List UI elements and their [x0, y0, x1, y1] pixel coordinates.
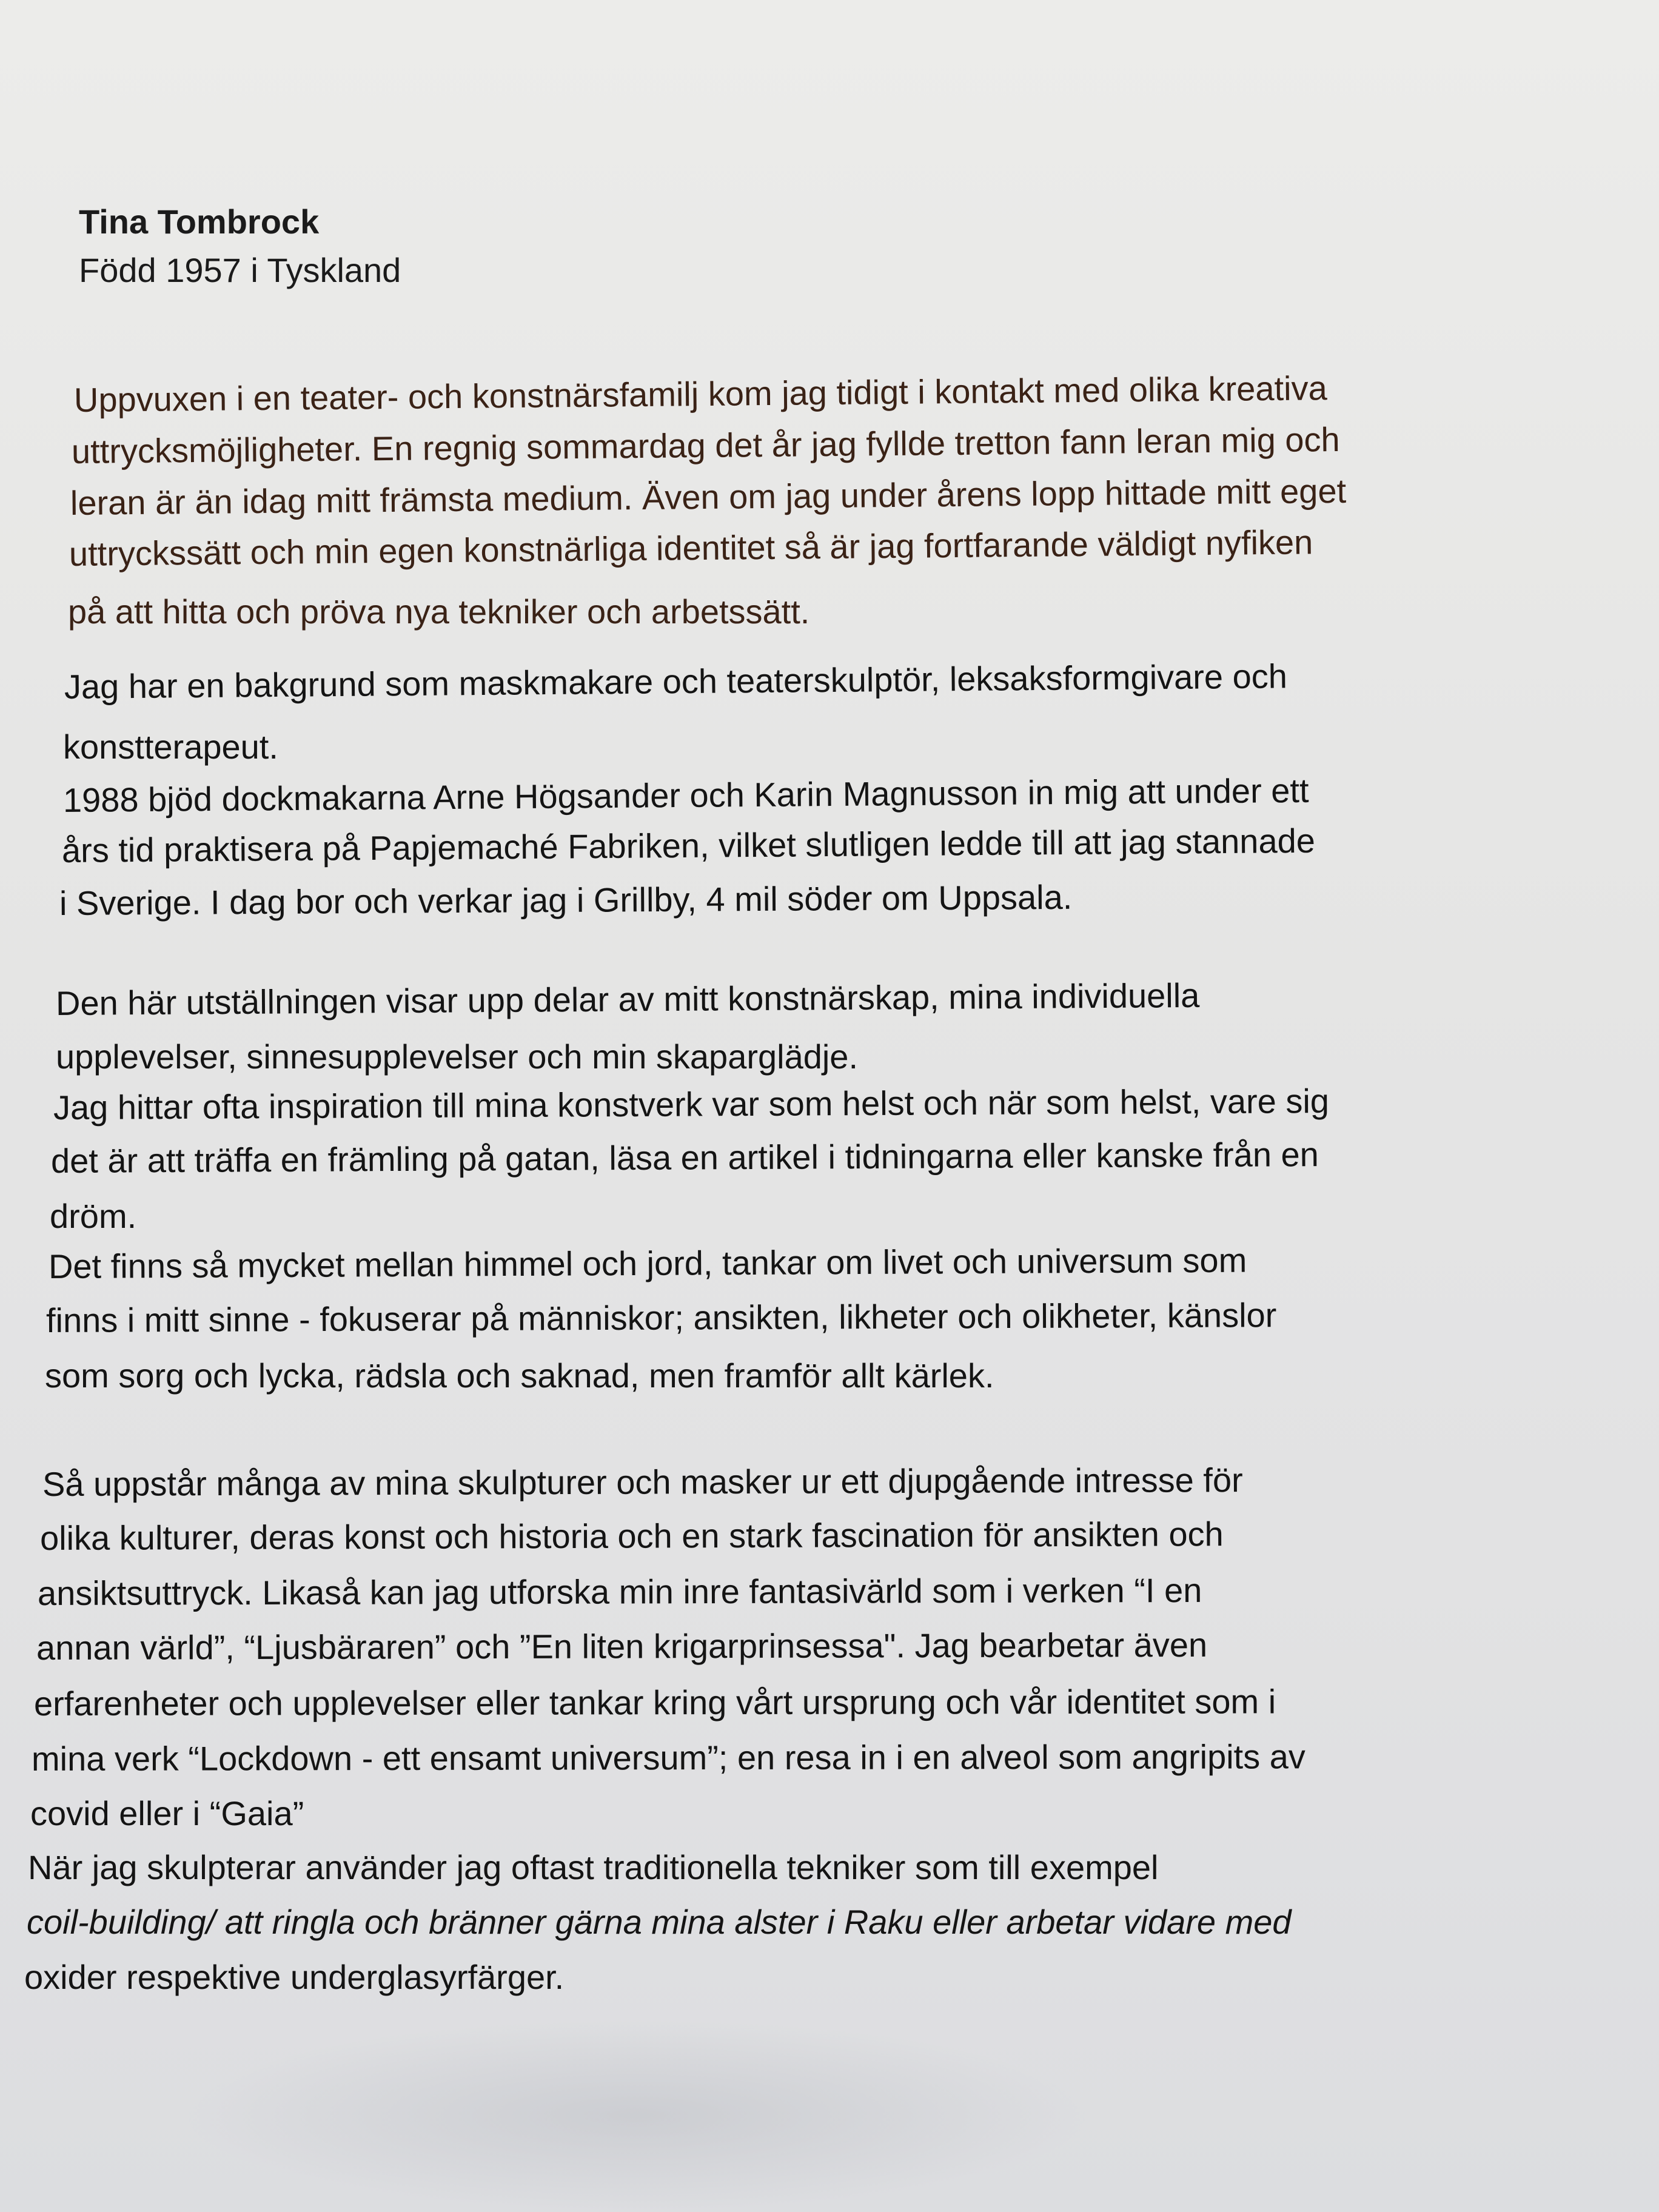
paragraph-3-line-2: upplevelser, sinnesupplevelser och min skaparglädje.: [56, 1037, 858, 1076]
paragraph-3-line-3: Jag hittar ofta inspiration till mina konstverk var som helst och när som helst, vare sig: [53, 1081, 1330, 1127]
paragraph-4-line-6: mina verk “Lockdown - ett ensamt universum”; en resa in i en alveol som angripits av: [31, 1737, 1305, 1778]
paragraph-4-line-5: erfarenheter och upplevelser eller tankar kring vårt ursprung och vår identitet som i: [33, 1682, 1276, 1723]
paragraph-3-line-6: Det finns så mycket mellan himmel och jord, tankar om livet och universum som: [48, 1241, 1247, 1285]
paragraph-2-line-5: i Sverige. I dag bor och verkar jag i Grillby, 4 mil söder om Uppsala.: [59, 877, 1073, 922]
paragraph-3-line-5: dröm.: [50, 1197, 137, 1235]
paragraph-4-line-7: covid eller i “Gaia”: [30, 1794, 304, 1832]
paragraph-3-line-4: det är att träffa en främling på gatan, läsa en artikel i tidningarna eller kanske från en: [50, 1135, 1319, 1180]
paragraph-4-line-10: oxider respektive underglasyrfärger.: [24, 1958, 565, 1996]
paragraph-3-line-7: finns i mitt sinne - fokuserar på människor; ansikten, likheter och olikheter, känslor: [45, 1296, 1277, 1339]
paragraph-4-line-4: annan värld”, “Ljusbäraren” och ”En liten krigarprinsessa". Jag bearbetar även: [36, 1625, 1208, 1667]
paragraph-1-line-1: Uppvuxen i en teater- och konstnärsfamilj kom jag tidigt i kontakt med olika kreativa: [73, 369, 1327, 419]
paragraph-2-line-3: 1988 bjöd dockmakarna Arne Högsander och Karin Magnusson in mig att under ett: [62, 771, 1309, 819]
paragraph-1-line-4: uttryckssätt och min egen konstnärliga identitet så är jag fortfarande väldigt nyfiken: [69, 523, 1313, 573]
author-heading: [79, 198, 401, 295]
author-birth: Född 1957 i Tyskland: [79, 251, 401, 289]
paragraph-3-line-1: Den här utställningen visar upp delar av mitt konstnärskap, mina individuella: [55, 976, 1200, 1022]
paragraph-1-line-5: på att hitta och pröva nya tekniker och arbetssätt.: [68, 592, 810, 631]
paragraph-4-line-3: ansiktsuttryck. Likaså kan jag utforska min inre fantasivärld som i verken “I en: [37, 1570, 1202, 1612]
author-name: Tina Tombrock: [79, 203, 320, 241]
paragraph-3-line-8: som sorg och lycka, rädsla och saknad, men framför allt kärlek.: [45, 1356, 994, 1395]
paragraph-4-line-2: olika kulturer, deras konst och historia och en stark fascination för ansikten och: [39, 1515, 1224, 1557]
paragraph-4-line-8: När jag skulpterar använder jag oftast traditionella tekniker som till exempel: [28, 1848, 1159, 1886]
paragraph-4-line-9: coil-building/ att ringla och bränner gärna mina alster i Raku eller arbetar vidare med: [27, 1903, 1292, 1941]
paragraph-2-line-1: Jag har en bakgrund som maskmakare och teaterskulptör, leksaksformgivare och: [64, 657, 1288, 706]
paragraph-2-line-2: konstterapeut.: [63, 728, 278, 766]
paragraph-4-line-1: Så uppstår många av mina skulpturer och masker ur ett djupgående intresse för: [42, 1461, 1243, 1503]
paragraph-1-line-2: uttrycksmöjligheter. En regnig sommardag det år jag fyllde tretton fann leran mig och: [71, 420, 1340, 471]
paragraph-2-line-4: års tid praktisera på Papjemaché Fabriken, vilket slutligen ledde till att jag stannade: [61, 821, 1316, 870]
paragraph-1-line-3: leran är än idag mitt främsta medium. Även om jag under årens lopp hittade mitt eget: [70, 471, 1347, 522]
